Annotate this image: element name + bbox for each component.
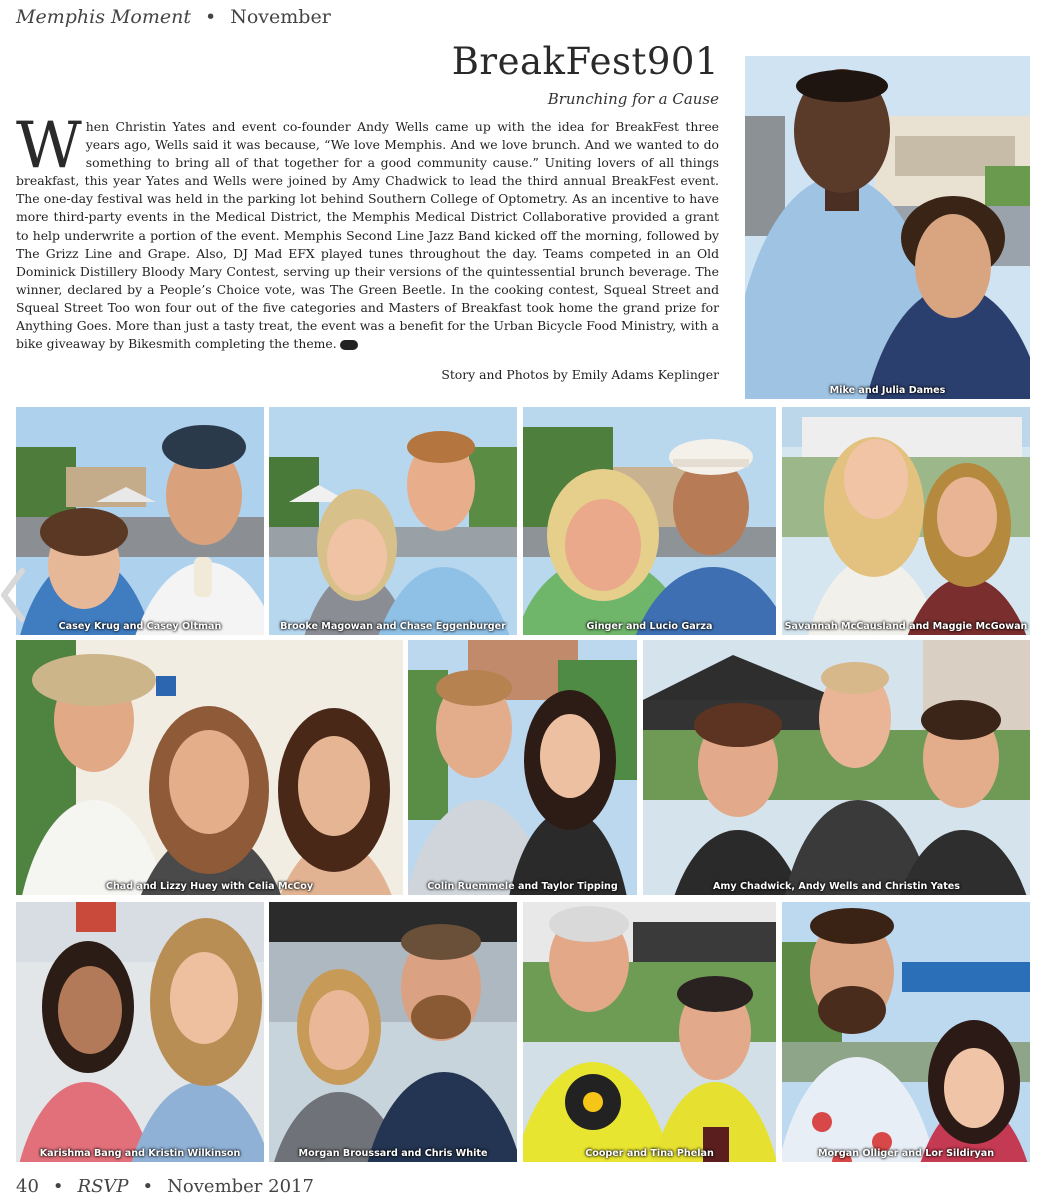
issue-date: November 2017 (167, 1176, 314, 1197)
drop-cap: W (16, 109, 82, 183)
photo-r1-4 (782, 407, 1030, 635)
photo-r1-3 (523, 407, 776, 635)
magazine-name: RSVP (77, 1176, 129, 1197)
caption-r1-1: Casey Krug and Casey Oltman (58, 621, 222, 632)
photo-r3-1 (16, 902, 264, 1162)
hero-caption: Mike and Julia Dames (829, 385, 946, 396)
caption-r1-2: Brooke Magowan and Chase Eggenburger (280, 621, 506, 632)
hero-photo (745, 56, 1030, 399)
article-subtitle: Brunching for a Cause (547, 90, 719, 108)
article-title: BreakFest901 (451, 40, 719, 83)
caption-r3-2: Morgan Broussard and Chris White (298, 1148, 488, 1159)
article-body (16, 109, 719, 353)
article-text: hen Christin Yates and event co-founder Andy Wells came up with the idea for BreakFest three years ago, Wells said it was because, “We love Memphis. And we love brunch. And we wanted to do something to bring all of that together for a good community cause.” Uniting lovers of all things breakfast, this year Yates and Wells were joined by Amy Chadwick to lead the third annual BreakFest event. The one-day festival was held in the parking lot behind Southern College of Optometry. As an incentive to have more third-party events in the Medical District, the Memphis Medical District Collaborative provided a grant to help underwrite a portion of the event. Memphis Second Line Jazz Band kicked off the morning, followed by The Grizz Line and Grape. Also, DJ Mad EFX played tunes throughout the day. Teams competed in an Old Dominick Distillery Bloody Mary Contest, serving up their versions of the quintessential brunch beverage. The winner, declared by a People’s Choice vote, was The Green Beetle. In the cooking contest, Squeal Street and Squeal Street Too won four out of the five categories and Masters of Breakfast took home the grand prize for Anything Goes. More than just a tasty treat, the event was a benefit for the Urban Bicycle Food Ministry, with a bike giveaway by Bikesmith completing the theme. (16, 119, 719, 352)
running-header (16, 6, 331, 28)
photo-r3-2 (269, 902, 517, 1162)
caption-r3-1: Karishma Bang and Kristin Wilkinson (39, 1148, 241, 1159)
caption-r3-4: Morgan Olliger and Lor Sildiryan (817, 1148, 995, 1159)
header-month: November (230, 6, 331, 28)
caption-r1-4: Savannah McCausland and Maggie McGowan (784, 621, 1028, 632)
rsvp-end-mark-icon (340, 340, 358, 350)
photo-r3-3 (523, 902, 776, 1162)
caption-r2-3: Amy Chadwick, Andy Wells and Christin Yates (712, 881, 961, 892)
page-footer (16, 1176, 314, 1197)
caption-r1-3: Ginger and Lucio Garza (586, 621, 713, 632)
photo-r2-1 (16, 640, 403, 895)
photo-credit: Story and Photos by Emily Adams Keplinger (441, 367, 719, 382)
photo-r3-4 (782, 902, 1030, 1162)
header-separator: • (205, 6, 217, 28)
section-name: Memphis Moment (16, 6, 192, 28)
caption-r2-2: Colin Ruemmele and Taylor Tipping (427, 881, 618, 892)
chevron-left-icon[interactable] (0, 565, 30, 625)
photo-r1-1 (16, 407, 264, 635)
footer-separator: • (142, 1176, 154, 1197)
caption-r3-3: Cooper and Tina Phelan (585, 1148, 714, 1159)
photo-r2-3 (643, 640, 1030, 895)
page-number: 40 (16, 1176, 39, 1197)
photo-r1-2 (269, 407, 517, 635)
caption-r2-1: Chad and Lizzy Huey with Celia McCoy (105, 881, 314, 892)
footer-separator: • (52, 1176, 64, 1197)
photo-r2-2 (408, 640, 637, 895)
